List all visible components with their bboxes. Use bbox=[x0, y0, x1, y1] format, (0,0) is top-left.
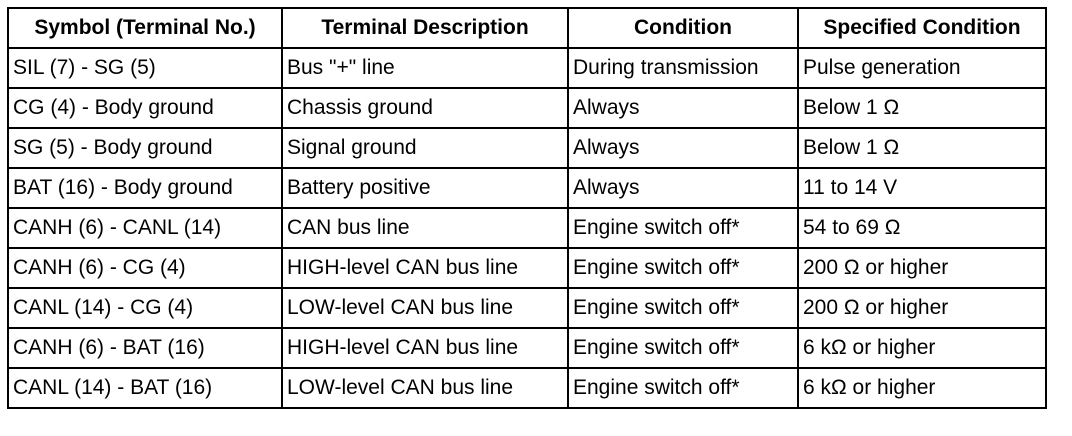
cell-specified: Pulse generation bbox=[798, 48, 1046, 88]
cell-condition: Always bbox=[568, 88, 798, 128]
header-symbol: Symbol (Terminal No.) bbox=[8, 8, 282, 48]
cell-specified: 6 kΩ or higher bbox=[798, 328, 1046, 368]
cell-symbol: CANH (6) - CANL (14) bbox=[8, 208, 282, 248]
cell-condition: During transmission bbox=[568, 48, 798, 88]
header-condition: Condition bbox=[568, 8, 798, 48]
cell-symbol: CANH (6) - BAT (16) bbox=[8, 328, 282, 368]
table-row bbox=[8, 88, 1046, 128]
cell-description: Bus "+" line bbox=[282, 48, 568, 88]
cell-specified: 54 to 69 Ω bbox=[798, 208, 1046, 248]
cell-description: Chassis ground bbox=[282, 88, 568, 128]
table-row bbox=[8, 48, 1046, 88]
header-terminal-description: Terminal Description bbox=[282, 8, 568, 48]
terminal-spec-table bbox=[7, 7, 1047, 409]
table-row bbox=[8, 128, 1046, 168]
cell-description: Signal ground bbox=[282, 128, 568, 168]
cell-symbol: CANH (6) - CG (4) bbox=[8, 248, 282, 288]
table-row bbox=[8, 288, 1046, 328]
cell-symbol: BAT (16) - Body ground bbox=[8, 168, 282, 208]
cell-description: CAN bus line bbox=[282, 208, 568, 248]
table-row bbox=[8, 168, 1046, 208]
cell-symbol: CANL (14) - BAT (16) bbox=[8, 368, 282, 408]
table-row bbox=[8, 248, 1046, 288]
cell-symbol: CANL (14) - CG (4) bbox=[8, 288, 282, 328]
cell-symbol: CG (4) - Body ground bbox=[8, 88, 282, 128]
cell-specified: 11 to 14 V bbox=[798, 168, 1046, 208]
table-row bbox=[8, 368, 1046, 408]
cell-condition: Always bbox=[568, 168, 798, 208]
cell-symbol: SIL (7) - SG (5) bbox=[8, 48, 282, 88]
cell-condition: Engine switch off* bbox=[568, 208, 798, 248]
cell-condition: Engine switch off* bbox=[568, 328, 798, 368]
cell-description: LOW-level CAN bus line bbox=[282, 368, 568, 408]
cell-condition: Always bbox=[568, 128, 798, 168]
cell-condition: Engine switch off* bbox=[568, 368, 798, 408]
cell-specified: 6 kΩ or higher bbox=[798, 368, 1046, 408]
table-row bbox=[8, 328, 1046, 368]
cell-description: HIGH-level CAN bus line bbox=[282, 328, 568, 368]
header-row bbox=[8, 8, 1046, 48]
cell-description: LOW-level CAN bus line bbox=[282, 288, 568, 328]
cell-description: Battery positive bbox=[282, 168, 568, 208]
cell-description: HIGH-level CAN bus line bbox=[282, 248, 568, 288]
cell-specified: Below 1 Ω bbox=[798, 128, 1046, 168]
cell-symbol: SG (5) - Body ground bbox=[8, 128, 282, 168]
cell-specified: 200 Ω or higher bbox=[798, 248, 1046, 288]
cell-condition: Engine switch off* bbox=[568, 248, 798, 288]
table-row bbox=[8, 208, 1046, 248]
header-specified-condition: Specified Condition bbox=[798, 8, 1046, 48]
cell-specified: Below 1 Ω bbox=[798, 88, 1046, 128]
cell-specified: 200 Ω or higher bbox=[798, 288, 1046, 328]
cell-condition: Engine switch off* bbox=[568, 288, 798, 328]
